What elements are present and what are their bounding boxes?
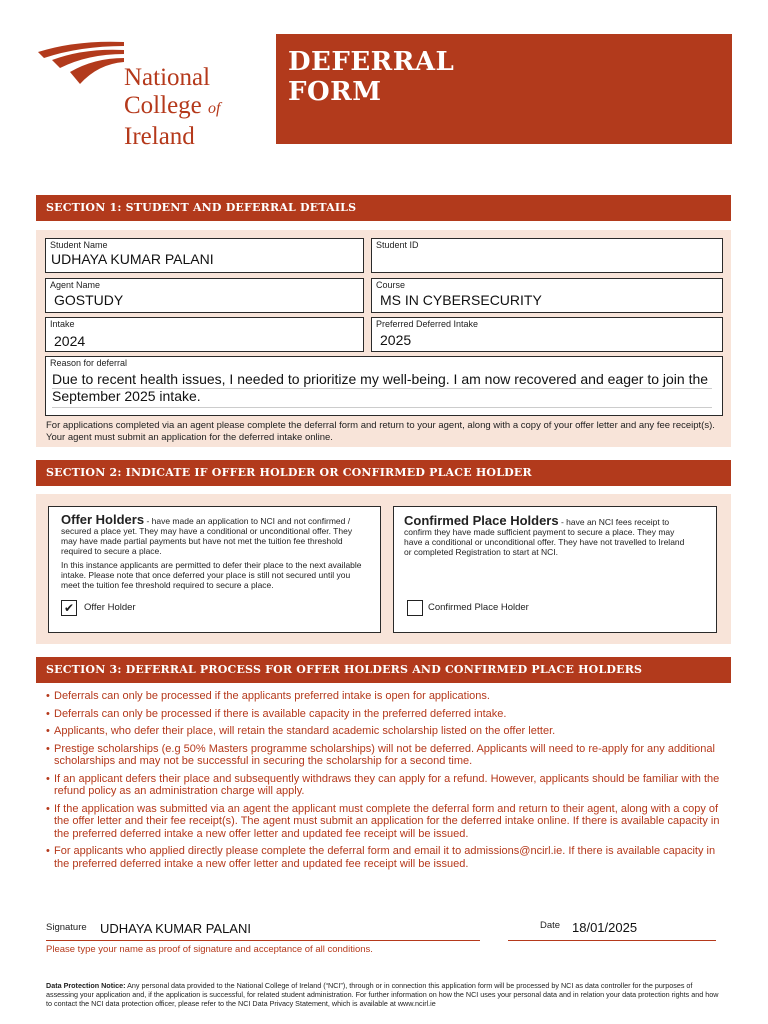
reason-field[interactable] <box>45 356 723 416</box>
list-item: • For applicants who applied directly please complete the deferral form and email it to admissions@ncirl.ie. If there is available capacity in the preferred deferred intake a new offer letter and updated fee receipt will be issued. <box>46 845 726 870</box>
confirmed-holder-label: Confirmed Place Holder <box>428 602 529 613</box>
offer-holders-title: Offer Holders <box>61 512 145 527</box>
logo-line-college: College <box>124 92 202 119</box>
offer-holders-box <box>48 506 381 633</box>
nci-logo-wordmark <box>124 64 220 151</box>
logo-line-ireland: Ireland <box>124 123 195 150</box>
signature-note: Please type your name as proof of signature and acceptance of all conditions. <box>46 944 373 955</box>
student-name-label: Student Name <box>50 240 108 250</box>
agent-name-label: Agent Name <box>50 280 101 290</box>
date-label: Date <box>540 920 561 931</box>
logo-line-national: National <box>124 64 211 91</box>
student-id-field[interactable] <box>371 238 723 273</box>
confirmed-holders-title: Confirmed Place Holders <box>404 513 559 528</box>
data-protection-text: Any personal data provided to the National College of Ireland (“NCI”), through or in connection this application form will be processed by NCI as data controller for the purposes of assessing your application and, if the application is successful, for related student administration. For further information on how the NCI uses your personal data and in relation your data protection rights and how to contact the NCI data protection officer, please refer to the NCI Data Privacy Statement, which is available at www.ncirl.ie <box>46 981 719 1008</box>
logo-of: of <box>208 100 221 117</box>
date-input[interactable]: 18/01/2025 <box>572 920 638 935</box>
offer-holder-checkbox[interactable]: ✔ <box>61 600 77 616</box>
confirmed-holders-desc: - have an NCI fees receipt to confirm they have made sufficient payment to secure a place. They may have a conditional or unconditional offer. They have not travelled to Ireland or completed Registration to start at NCI. <box>404 517 685 557</box>
student-id-label: Student ID <box>376 240 419 250</box>
agent-name-field[interactable] <box>45 278 364 313</box>
signature-label: Signature <box>46 922 87 933</box>
reason-rule-2 <box>52 407 712 408</box>
preferred-intake-field[interactable] <box>371 317 723 352</box>
form-title-block <box>276 34 732 144</box>
nci-logo-mark-icon <box>36 38 128 88</box>
agent-name-value: GOSTUDY <box>54 292 124 308</box>
list-item: • Prestige scholarships (e.g 50% Masters programme scholarships) will not be deferred. Applicants will need to re-apply for any additional scholarships and may not be successful in securing the scholarship for a second time. <box>46 743 726 768</box>
title-line-1: DEFERRAL <box>288 47 455 77</box>
section2-heading: SECTION 2: INDICATE IF OFFER HOLDER OR CONFIRMED PLACE HOLDER <box>36 460 731 486</box>
confirmed-holders-box <box>393 506 717 633</box>
list-item: • If the application was submitted via an agent the applicant must complete the deferral form and return to their agent, along with a copy of the offer letter and their fee receipt(s). The agent must submit an application for the deferred intake online. If there is available capacity in the preferred deferred intake a new offer letter and updated fee receipt will be issued. <box>46 803 726 841</box>
list-item: • Applicants, who defer their place, will retain the standard academic scholarship listed on the offer letter. <box>46 725 726 738</box>
signature-input[interactable]: UDHAYA KUMAR PALANI <box>100 921 251 936</box>
form-title <box>288 47 454 107</box>
offer-holders-desc: - have made an application to NCI and not confirmed / secured a place yet. They may have a conditional or unconditional offer. They may have made partial payments but have not met the tuition fee threshold required to secure a place. <box>61 516 353 556</box>
confirmed-holder-checkbox[interactable] <box>407 600 423 616</box>
section1-heading: SECTION 1: STUDENT AND DEFERRAL DETAILS <box>36 195 731 221</box>
list-item: • Deferrals can only be processed if the applicants preferred intake is open for applications. <box>46 690 726 703</box>
title-line-2: FORM <box>288 77 382 107</box>
data-protection-title: Data Protection Notice: <box>46 981 126 990</box>
signature-line <box>46 940 480 941</box>
student-name-field[interactable] <box>45 238 364 273</box>
list-item: • Deferrals can only be processed if there is available capacity in the preferred deferred intake. <box>46 708 726 721</box>
list-item: • If an applicant defers their place and subsequently withdraws they can apply for a refund. However, applicants should be familiar with the refund policy as an administration charge will apply. <box>46 773 726 798</box>
deferral-process-list <box>46 690 726 875</box>
intake-value: 2024 <box>54 333 86 349</box>
preferred-intake-value: 2025 <box>380 332 412 348</box>
reason-label: Reason for deferral <box>50 358 128 368</box>
course-field[interactable] <box>371 278 723 313</box>
intake-field[interactable] <box>45 317 364 352</box>
section3-heading: SECTION 3: DEFERRAL PROCESS FOR OFFER HOLDERS AND CONFIRMED PLACE HOLDERS <box>36 657 731 683</box>
offer-holder-label: Offer Holder <box>84 602 136 613</box>
date-line <box>508 940 716 941</box>
course-value: MS IN CYBERSECURITY <box>380 292 542 308</box>
agent-note: For applications completed via an agent please complete the deferral form and return to your agent, along with a copy of your offer letter and any fee receipt(s). Your agent must submit an application for the deferred intake online. <box>46 420 715 443</box>
student-name-value: UDHAYA KUMAR PALANI <box>51 251 214 267</box>
offer-holders-desc2: In this instance applicants are permitted to defer their place to the next available intake. Please note that once deferred your place is still not secured until you meet the tuition fee threshold required to secure a place. <box>61 560 362 590</box>
reason-value: Due to recent health issues, I needed to prioritize my well-being. I am now recovered and eager to join the September 2025 intake. <box>52 371 709 404</box>
course-label: Course <box>376 280 406 290</box>
intake-label: Intake <box>50 319 75 329</box>
data-protection-notice <box>46 981 726 1008</box>
preferred-intake-label: Preferred Deferred Intake <box>376 319 479 329</box>
